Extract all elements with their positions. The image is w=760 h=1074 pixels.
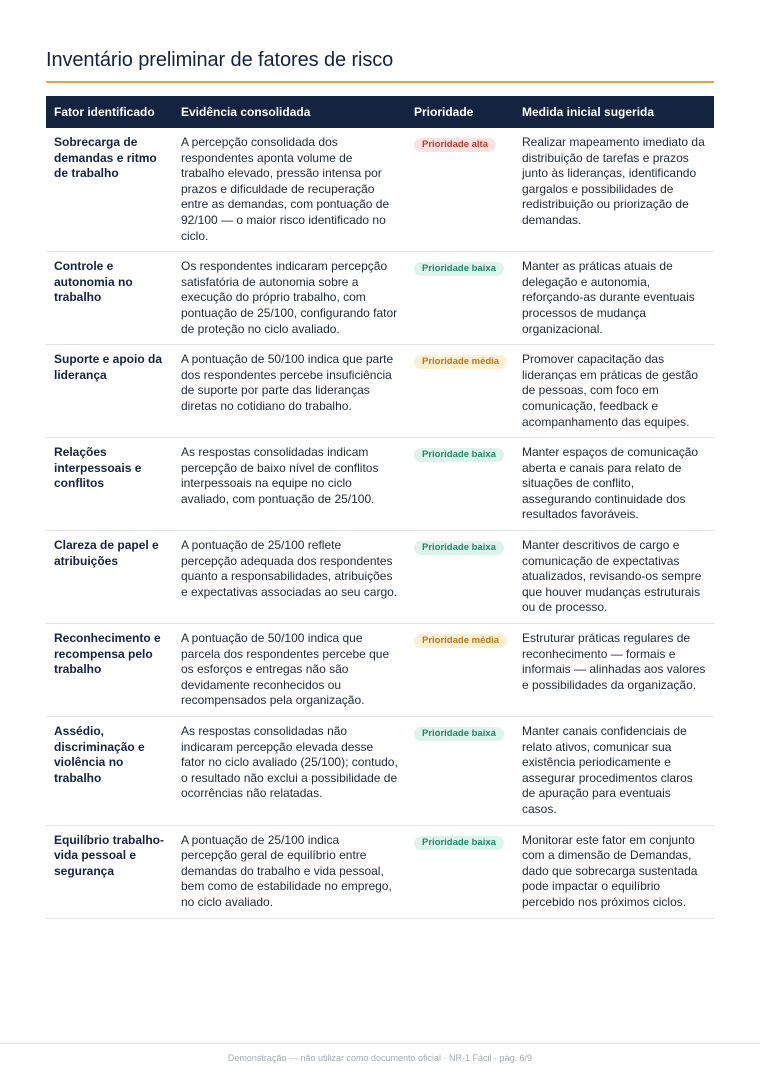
priority-cell — [406, 345, 514, 438]
evidence-cell: A percepção consolidada dos respondentes aponta volume de trabalho elevado, pressão intensa por prazos e dificuldade de recuperação entre as demandas, com pontuação de 92/100 — o maior risco identificado no ciclo. — [173, 128, 406, 252]
table-row — [46, 345, 714, 438]
evidence-cell: A pontuação de 25/100 reflete percepção adequada dos respondentes quanto a responsabilidades, atribuições e expectativas associadas ao seu cargo. — [173, 531, 406, 624]
evidence-cell: As respostas consolidadas indicam percepção de baixo nível de conflitos interpessoais na equipe no ciclo avaliado, com pontuação de 25/100. — [173, 438, 406, 531]
measure-cell: Monitorar este fator em conjunto com a dimensão de Demandas, dado que sobrecarga sustentada pode impactar o equilíbrio percebido nos próximos ciclos. — [514, 825, 714, 918]
evidence-cell: Os respondentes indicaram percepção satisfatória de autonomia sobre a execução do próprio trabalho, com pontuação de 25/100, configurando fator de proteção no ciclo avaliado. — [173, 252, 406, 345]
factor-cell: Sobrecarga de demandas e ritmo de trabalho — [46, 128, 173, 252]
table-row — [46, 717, 714, 826]
priority-badge: Prioridade média — [414, 355, 507, 369]
document-page — [46, 0, 714, 919]
priority-cell — [406, 438, 514, 531]
priority-badge: Prioridade média — [414, 634, 507, 648]
title-underline — [46, 81, 714, 83]
table-row — [46, 252, 714, 345]
table-row — [46, 128, 714, 252]
factor-cell: Suporte e apoio da liderança — [46, 345, 173, 438]
priority-cell — [406, 624, 514, 717]
measure-cell: Manter as práticas atuais de delegação e autonomia, reforçando-as durante eventuais processos de mudança organizacional. — [514, 252, 714, 345]
factor-cell: Relações interpessoais e conflitos — [46, 438, 173, 531]
factor-cell: Clareza de papel e atribuições — [46, 531, 173, 624]
evidence-cell: As respostas consolidadas não indicaram percepção elevada desse fator no ciclo avaliado (25/100); contudo, o resultado não exclui a possibilidade de ocorrências não relatadas. — [173, 717, 406, 826]
evidence-cell: A pontuação de 50/100 indica que parte dos respondentes percebe insuficiência de suporte por parte das lideranças diretas no cotidiano do trabalho. — [173, 345, 406, 438]
priority-cell — [406, 252, 514, 345]
page-title: Inventário preliminar de fatores de risco — [46, 49, 394, 71]
factor-cell: Reconhecimento e recompensa pelo trabalho — [46, 624, 173, 717]
priority-badge: Prioridade baixa — [414, 727, 504, 741]
measure-cell: Manter descritivos de cargo e comunicação de expectativas atualizados, revisando-os sempre que houver mudanças estruturais ou de processo. — [514, 531, 714, 624]
header-measure: Medida inicial sugerida — [522, 105, 655, 119]
table-row — [46, 825, 714, 918]
priority-badge: Prioridade baixa — [414, 262, 504, 276]
measure-cell: Manter canais confidenciais de relato ativos, comunicar sua existência periodicamente e assegurar procedimentos claros de apuração para eventuais casos. — [514, 717, 714, 826]
priority-cell — [406, 717, 514, 826]
evidence-cell: A pontuação de 25/100 indica percepção geral de equilíbrio entre demandas do trabalho e vida pessoal, bem como de estabilidade no emprego, no ciclo avaliado. — [173, 825, 406, 918]
evidence-cell: A pontuação de 50/100 indica que parcela dos respondentes percebe que os esforços e entregas não são devidamente reconhecidos ou recompensados pela organização. — [173, 624, 406, 717]
table-row — [46, 531, 714, 624]
factor-cell: Equilíbrio trabalho-vida pessoal e segurança — [46, 825, 173, 918]
footer-divider — [0, 1043, 760, 1044]
table-row — [46, 438, 714, 531]
table-body — [46, 128, 714, 918]
risk-factor-table — [46, 96, 714, 919]
priority-badge: Prioridade baixa — [414, 448, 504, 462]
priority-badge: Prioridade baixa — [414, 541, 504, 555]
priority-cell — [406, 128, 514, 252]
measure-cell: Estruturar práticas regulares de reconhecimento — formais e informais — alinhadas aos valores e possibilidades da organização. — [514, 624, 714, 717]
table-row — [46, 624, 714, 717]
factor-cell: Assédio, discriminação e violência no trabalho — [46, 717, 173, 826]
measure-cell: Manter espaços de comunicação aberta e canais para relato de situações de conflito, assegurando continuidade dos resultados favoráveis. — [514, 438, 714, 531]
header-factor: Fator identificado — [54, 105, 155, 119]
measure-cell: Realizar mapeamento imediato da distribuição de tarefas e prazos junto às lideranças, identificando gargalos e possibilidades de redistribuição ou priorização de demandas. — [514, 128, 714, 252]
factor-cell: Controle e autonomia no trabalho — [46, 252, 173, 345]
table-header — [46, 96, 714, 128]
priority-cell — [406, 825, 514, 918]
priority-cell — [406, 531, 514, 624]
page-footer: Demonstração — não utilizar como documento oficial · NR-1 Fácil · pág. 6/9 — [227, 1053, 533, 1063]
header-evidence: Evidência consolidada — [181, 105, 311, 119]
header-priority: Prioridade — [414, 105, 474, 119]
priority-badge: Prioridade baixa — [414, 836, 504, 850]
measure-cell: Promover capacitação das lideranças em práticas de gestão de pessoas, com foco em comunicação, feedback e acompanhamento das equipes. — [514, 345, 714, 438]
priority-badge: Prioridade alta — [414, 138, 496, 152]
